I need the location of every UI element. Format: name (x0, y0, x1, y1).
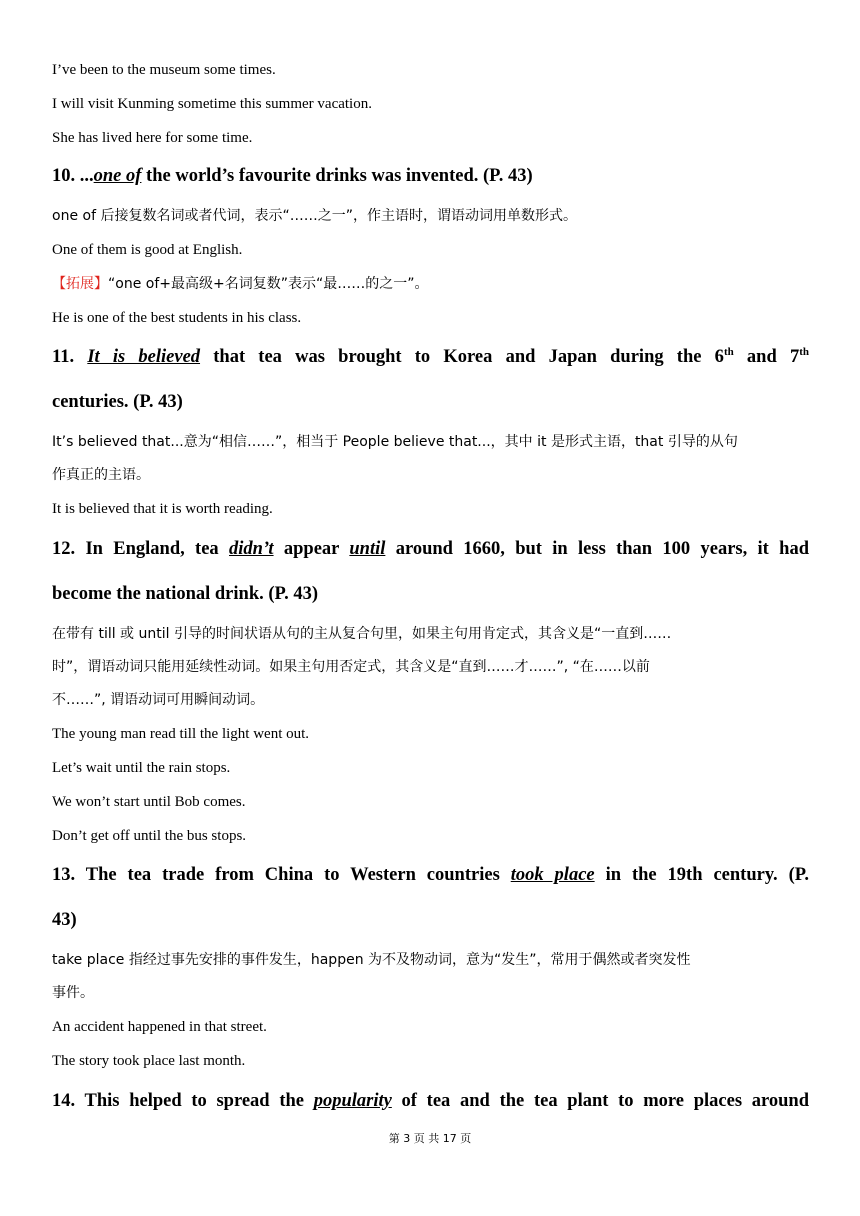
heading-number: 13. (52, 865, 86, 885)
heading-keyword: It is believed (87, 347, 201, 367)
heading-keyword: one of (93, 166, 142, 186)
example-sentence: I’ve been to the museum some times. (52, 62, 276, 78)
explanation-text: 不……”, 谓语动词可用瞬间动词。 (52, 692, 265, 708)
heading-11-continued: centuries. (P. 43) (52, 392, 183, 412)
heading-text: In England, tea (85, 539, 230, 559)
heading-text: ... (79, 166, 94, 186)
example-sentence: We won’t start until Bob comes. (52, 794, 246, 810)
heading-keyword: didn’t (229, 539, 274, 559)
heading-14 (52, 1089, 809, 1113)
heading-number: 11. (52, 347, 88, 367)
example-sentence: The young man read till the light went out. (52, 726, 310, 742)
explanation-text: 时”，谓语动词只能用延续性动词。如果主句用否定式，其含义是“直到……才……”, “在……以前 (52, 659, 650, 675)
example-sentence: She has lived here for some time. (52, 130, 253, 146)
heading-10 (52, 164, 533, 188)
heading-12-continued: become the national drink. (P. 43) (52, 584, 319, 604)
explanation-text: It’s believed that...意为“相信……”，相当于 People believe that...，其中 it 是形式主语，that 引导的从句 (52, 434, 738, 450)
heading-text: The tea trade from China to Western countries (85, 865, 511, 885)
heading-keyword: until (349, 539, 386, 559)
example-sentence: One of them is good at English. (52, 242, 243, 258)
heading-keyword: took place (510, 865, 595, 885)
heading-text: that tea was brought to Korea and Japan during the 6 (200, 347, 724, 367)
extension-text: “one of+最高级+名词复数”表示“最……的之一”。 (108, 276, 429, 292)
example-sentence: The story took place last month. (52, 1053, 246, 1069)
heading-text: around 1660, but in less than 100 years, it had (385, 539, 809, 559)
example-sentence: An accident happened in that street. (52, 1019, 267, 1035)
explanation-text: 事件。 (52, 985, 94, 1001)
example-sentence: Let’s wait until the rain stops. (52, 760, 231, 776)
heading-13 (52, 863, 809, 887)
heading-11 (52, 345, 809, 369)
extension-tag: 【拓展】 (52, 276, 108, 292)
heading-text: of tea and the tea plant to more places around (391, 1091, 809, 1111)
extension-note (52, 274, 428, 294)
explanation-text: take place 指经过事先安排的事件发生，happen 为不及物动词，意为“发生”，常用于偶然或者突发性 (52, 952, 691, 968)
heading-text: and 7 (733, 347, 800, 367)
heading-text: in the 19th century. (P. (594, 865, 810, 885)
heading-number: 14. (52, 1091, 85, 1111)
explanation-text: one of 后接复数名词或者代词，表示“……之一”，作主语时，谓语动词用单数形式。 (52, 208, 577, 224)
superscript: th (723, 345, 734, 358)
heading-number: 12. (52, 539, 86, 559)
explanation-text: 作真正的主语。 (52, 467, 150, 483)
example-sentence: He is one of the best students in his class. (52, 310, 302, 326)
heading-12 (52, 537, 809, 561)
heading-13-continued: 43) (52, 910, 77, 930)
example-sentence: It is believed that it is worth reading. (52, 501, 273, 517)
explanation-text: 在带有 till 或 until 引导的时间状语从句的主从复合句里，如果主句用肯定式，其含义是“一直到…… (52, 626, 672, 642)
heading-text: appear (273, 539, 350, 559)
example-sentence: I will visit Kunming sometime this summer vacation. (52, 96, 372, 112)
heading-keyword: popularity (313, 1091, 392, 1111)
heading-text: the world’s favourite drinks was invented. (P. 43) (141, 166, 533, 186)
example-sentence: Don’t get off until the bus stops. (52, 828, 247, 844)
superscript: th (799, 345, 809, 358)
heading-number: 10. (52, 166, 80, 186)
heading-text: This helped to spread the (84, 1091, 314, 1111)
page-footer: 第 3 页 共 17 页 (388, 1132, 472, 1145)
